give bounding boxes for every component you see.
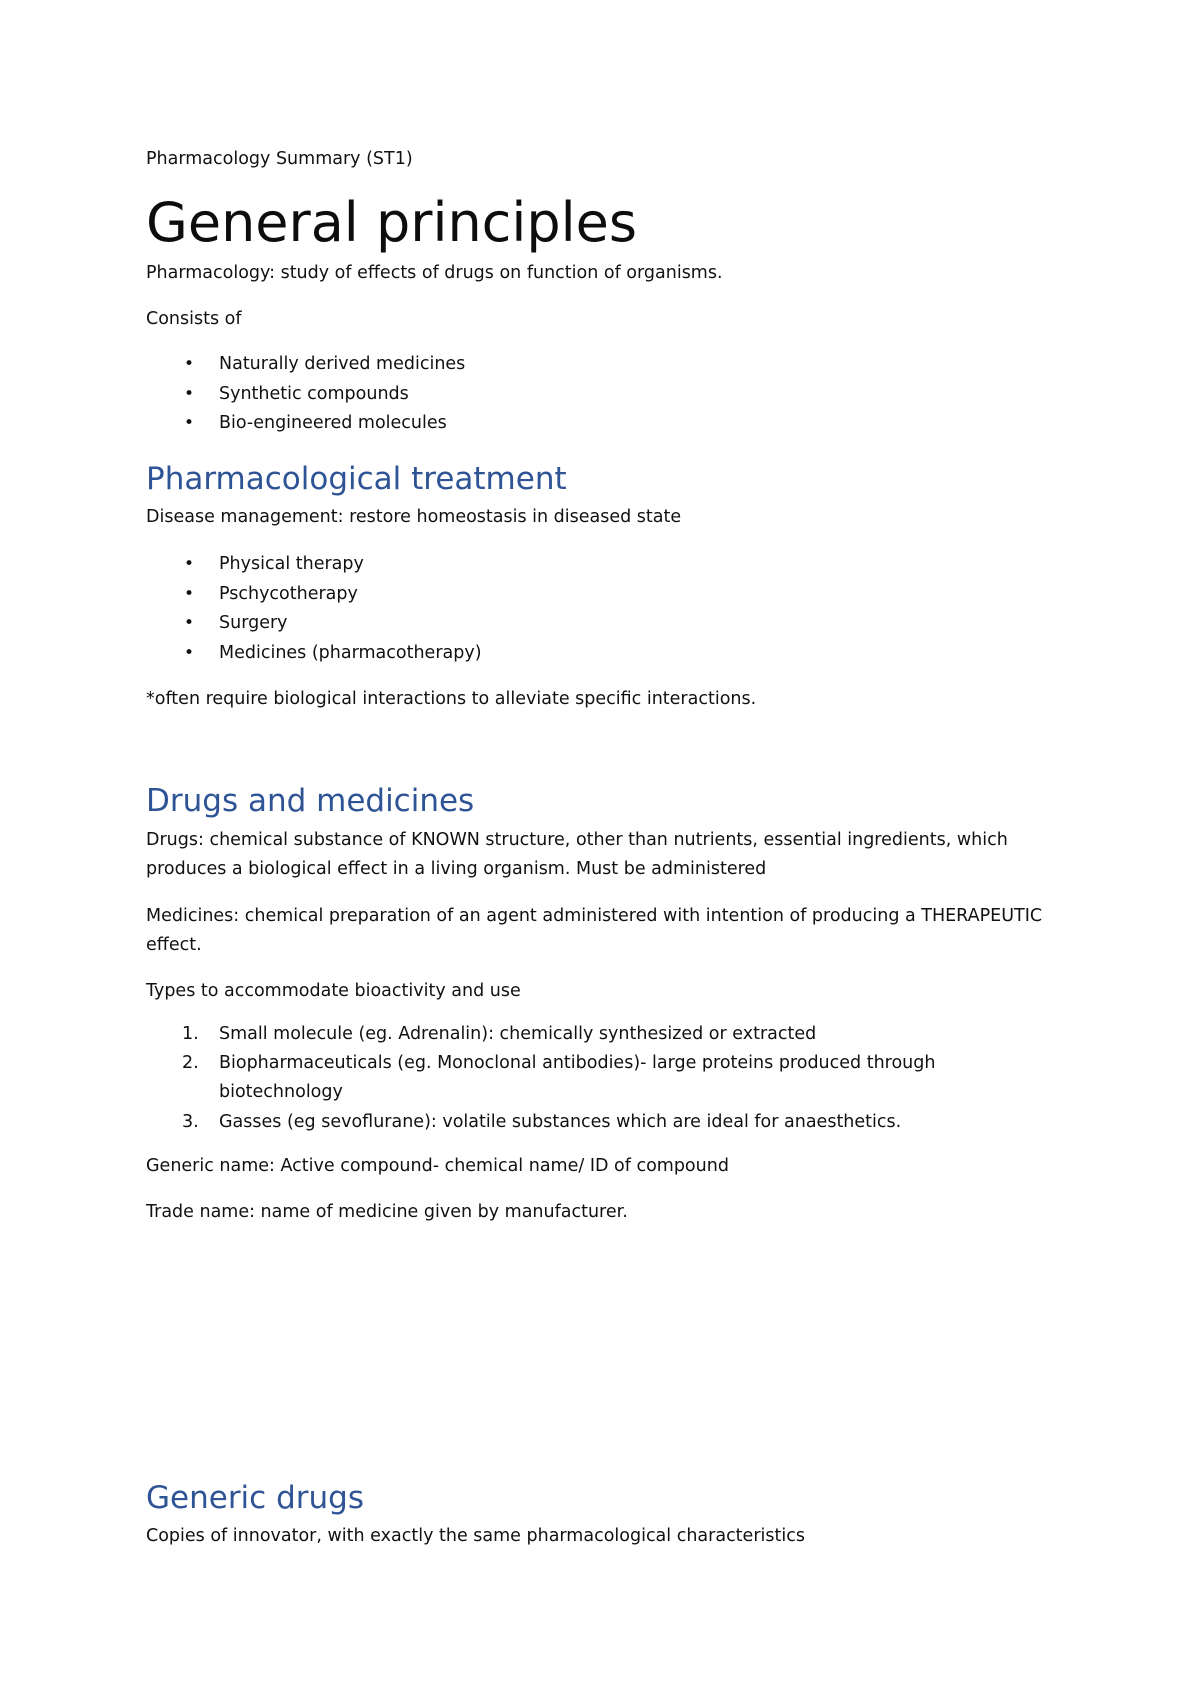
list-number: 3. — [182, 1112, 199, 1132]
bullet-icon: • — [184, 354, 195, 374]
bullet-icon: • — [184, 613, 195, 633]
list-item-text: Surgery — [219, 613, 288, 633]
list-item-text: Naturally derived medicines — [219, 354, 466, 374]
section-heading-generic-drugs: Generic drugs — [146, 1480, 364, 1516]
treatment-note: *often require biological interactions to alleviate specific interactions. — [146, 689, 757, 709]
medicines-definition: Medicines: chemical preparation of an agent administered with intention of producing a THERAPEUTIC effect. — [146, 906, 1043, 955]
trade-name-text: Trade name: name of medicine given by manufacturer. — [146, 1202, 628, 1222]
page-title: General principles — [146, 191, 638, 254]
generic-name-text: Generic name: Active compound- chemical name/ ID of compound — [146, 1156, 729, 1176]
list-item-text: Gasses (eg sevoflurane): volatile substances which are ideal for anaesthetics. — [219, 1112, 902, 1132]
list-item-text: Small molecule (eg. Adrenalin): chemically synthesized or extracted — [219, 1024, 817, 1044]
list-number: 1. — [182, 1024, 199, 1044]
bullet-icon: • — [184, 643, 195, 663]
generic-drugs-text: Copies of innovator, with exactly the same pharmacological characteristics — [146, 1526, 805, 1546]
bullet-icon: • — [184, 413, 195, 433]
section-heading-drugs-and-medicines: Drugs and medicines — [146, 783, 475, 819]
consists-of-label: Consists of — [146, 309, 242, 329]
section-heading-pharmacological-treatment: Pharmacological treatment — [146, 461, 567, 497]
bullet-icon: • — [184, 554, 195, 574]
disease-management-text: Disease management: restore homeostasis in diseased state — [146, 507, 682, 527]
list-item-text: Bio-engineered molecules — [219, 413, 447, 433]
list-item-text: Medicines (pharmacotherapy) — [219, 643, 482, 663]
pharmacology-definition: Pharmacology: study of effects of drugs on function of organisms. — [146, 263, 723, 283]
bullet-icon: • — [184, 584, 195, 604]
list-item-text: Synthetic compounds — [219, 384, 409, 404]
types-label: Types to accommodate bioactivity and use — [146, 981, 521, 1001]
drugs-definition: Drugs: chemical substance of KNOWN structure, other than nutrients, essential ingredients, which produces a biological effect in a living organism. Must be administered — [146, 830, 1008, 879]
bullet-icon: • — [184, 384, 195, 404]
document-subtitle: Pharmacology Summary (ST1) — [146, 149, 413, 169]
list-number: 2. — [182, 1053, 199, 1073]
list-item-text: Biopharmaceuticals (eg. Monoclonal antibodies)- large proteins produced through biotechnology — [219, 1053, 936, 1102]
list-item-text: Physical therapy — [219, 554, 364, 574]
list-item-text: Pschycotherapy — [219, 584, 358, 604]
